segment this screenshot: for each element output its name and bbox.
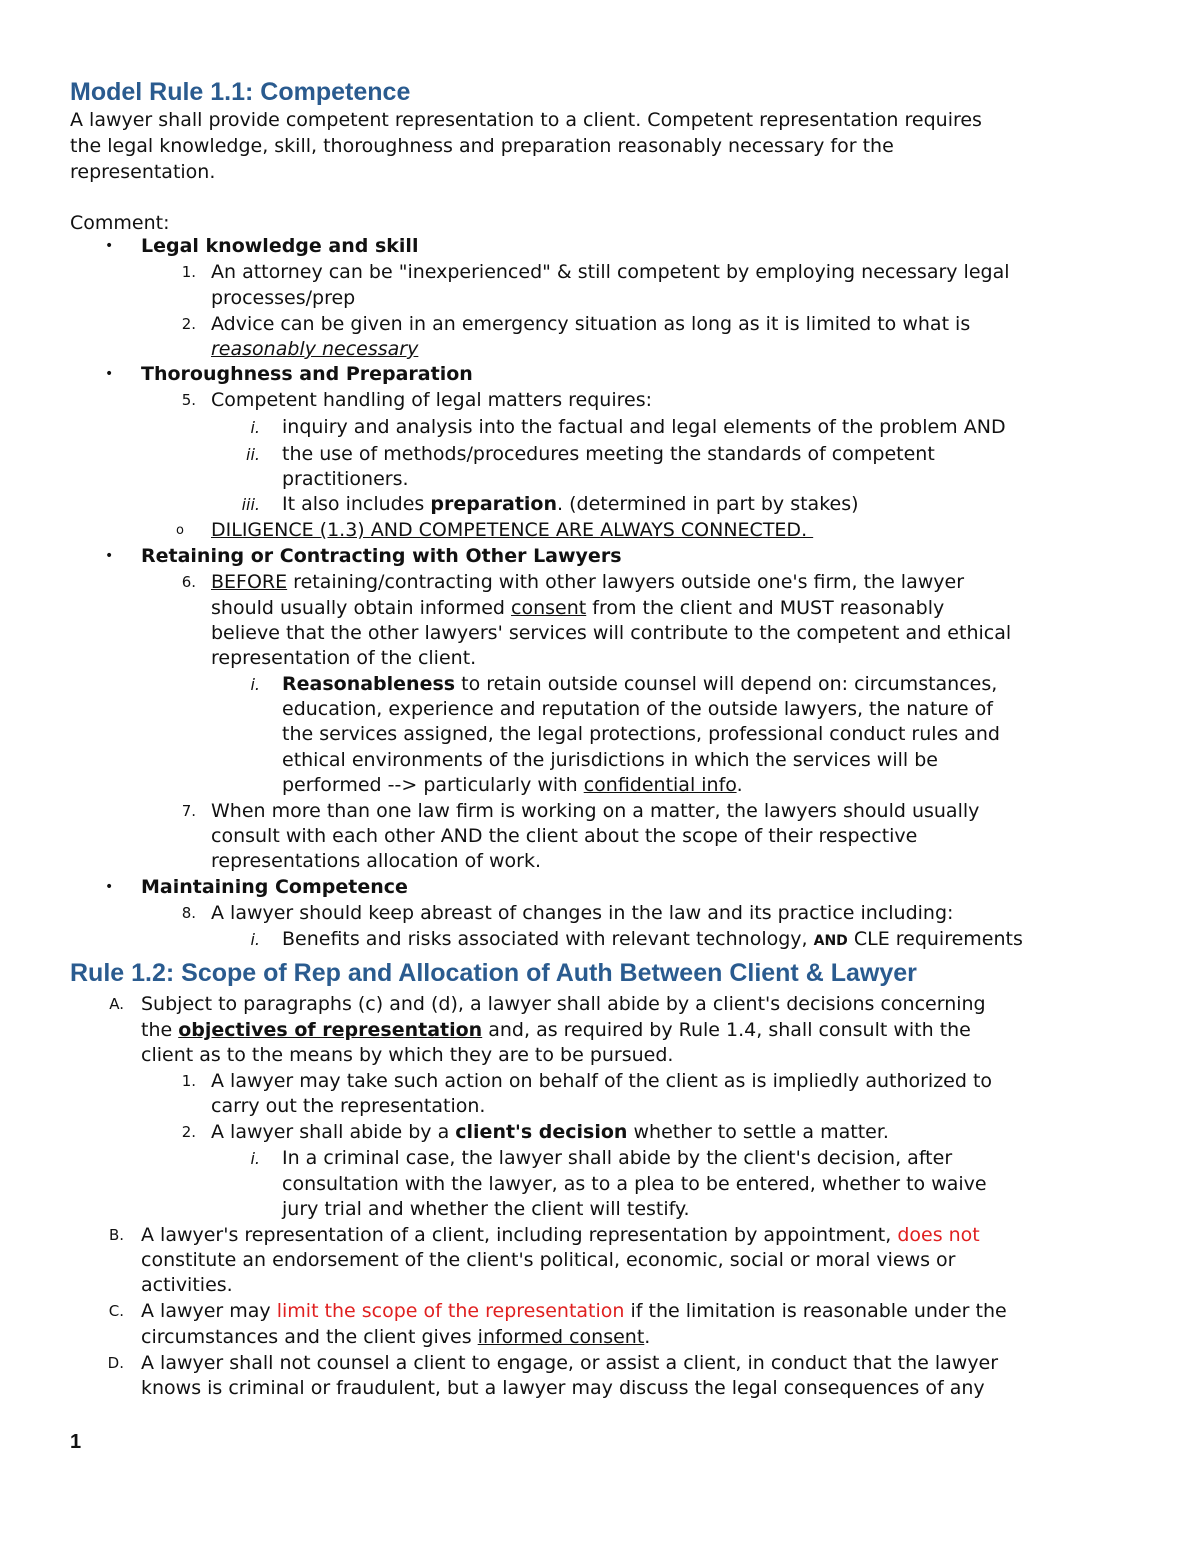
item-7-line-2: consult with each other AND the client about the scope of their respective	[211, 825, 918, 847]
bullet-icon: •	[105, 238, 114, 254]
item-6-i-line-2: education, experience and reputation of the outside lawyers, the nature of	[282, 698, 993, 720]
list-number: 7.	[181, 802, 196, 820]
rule-1-1-text-line-1: A lawyer shall provide competent representation to a client. Competent representation requires	[70, 109, 982, 131]
bullet-retaining: Retaining or Contracting with Other Lawyers	[141, 545, 622, 567]
list-letter: A.	[109, 995, 124, 1013]
hollow-bullet-icon: o	[176, 523, 184, 538]
item-6-i-line-5: performed --> particularly with confidential info.	[282, 774, 743, 796]
bullet-icon: •	[105, 548, 114, 564]
para-c-line-1: A lawyer may limit the scope of the representation if the limitation is reasonable under the	[141, 1300, 1007, 1322]
item-5-ii-line-2: practitioners.	[282, 468, 409, 490]
rule-1-1-text-line-2: the legal knowledge, skill, thoroughness and preparation reasonably necessary for the	[70, 135, 894, 157]
roman-numeral: i.	[250, 418, 260, 437]
item-2-line-1: Advice can be given in an emergency situation as long as it is limited to what is	[211, 313, 971, 335]
roman-numeral: i.	[250, 675, 260, 694]
para-a-2-i-line-1: In a criminal case, the lawyer shall abide by the client's decision, after	[282, 1147, 953, 1169]
para-a-2-line: A lawyer shall abide by a client's decision whether to settle a matter.	[211, 1121, 889, 1143]
list-number: 1.	[181, 1072, 196, 1090]
rule-1-2-heading: Rule 1.2: Scope of Rep and Allocation of Auth Between Client & Lawyer	[70, 959, 917, 987]
list-number: 1.	[181, 263, 196, 281]
item-6-line-4: representation of the client.	[211, 647, 477, 669]
roman-numeral: ii.	[246, 445, 260, 464]
list-letter: B.	[108, 1226, 124, 1244]
para-a-2-i-line-2: consultation with the lawyer, as to a plea to be entered, whether to waive	[282, 1173, 987, 1195]
para-d-line-2: knows is criminal or fraudulent, but a lawyer may discuss the legal consequences of any	[141, 1377, 985, 1399]
para-a-1-line-2: carry out the representation.	[211, 1095, 486, 1117]
list-letter: C.	[108, 1302, 124, 1320]
diligence-note: DILIGENCE (1.3) AND COMPETENCE ARE ALWAYS CONNECTED.	[211, 519, 814, 541]
para-d-line-1: A lawyer shall not counsel a client to engage, or assist a client, in conduct that the lawyer	[141, 1352, 999, 1374]
bullet-icon: •	[105, 366, 114, 382]
list-letter: D.	[107, 1354, 124, 1372]
item-1-line-2: processes/prep	[211, 287, 356, 309]
item-5-iii-line: It also includes preparation. (determined in part by stakes)	[282, 493, 859, 515]
item-8-line: A lawyer should keep abreast of changes in the law and its practice including:	[211, 902, 954, 924]
para-a-line-3: client as to the means by which they are to be pursued.	[141, 1044, 674, 1066]
item-6-line-3: believe that the other lawyers' services will contribute to the competent and ethical	[211, 622, 1012, 644]
list-number: 2.	[181, 1123, 196, 1141]
item-5-line: Competent handling of legal matters requires:	[211, 389, 652, 411]
roman-numeral: i.	[250, 930, 260, 949]
bullet-maintaining: Maintaining Competence	[141, 876, 408, 898]
item-7-line-1: When more than one law firm is working on a matter, the lawyers should usually	[211, 800, 980, 822]
item-6-line-1: BEFORE retaining/contracting with other lawyers outside one's firm, the lawyer	[211, 571, 965, 593]
rule-1-1-text-line-3: representation.	[70, 161, 216, 183]
comment-label: Comment:	[70, 212, 170, 234]
item-7-line-3: representations allocation of work.	[211, 850, 542, 872]
bullet-legal-knowledge: Legal knowledge and skill	[141, 235, 419, 257]
para-a-line-1: Subject to paragraphs (c) and (d), a lawyer shall abide by a client's decisions concerning	[141, 993, 986, 1015]
para-c-line-2: circumstances and the client gives informed consent.	[141, 1326, 651, 1348]
para-b-line-3: activities.	[141, 1274, 233, 1296]
item-2-line-2: reasonably necessary	[211, 338, 419, 360]
item-6-line-2: should usually obtain informed consent from the client and MUST reasonably	[211, 597, 945, 619]
item-5-i-line: inquiry and analysis into the factual and legal elements of the problem AND	[282, 416, 1006, 438]
rule-1-1-heading: Model Rule 1.1: Competence	[70, 78, 411, 106]
para-a-2-i-line-3: jury trial and whether the client will testify.	[282, 1198, 690, 1220]
bullet-icon: •	[105, 879, 114, 895]
bullet-thoroughness: Thoroughness and Preparation	[141, 363, 473, 385]
list-number: 8.	[181, 904, 196, 922]
para-a-line-2: the objectives of representation and, as required by Rule 1.4, shall consult with the	[141, 1019, 971, 1041]
list-number: 6.	[181, 573, 196, 591]
item-8-i-line: Benefits and risks associated with relevant technology, AND CLE requirements	[282, 928, 1023, 950]
item-6-i-line-4: ethical environments of the jurisdictions in which the services will be	[282, 749, 938, 771]
para-b-line-2: constitute an endorsement of the client's political, economic, social or moral views or	[141, 1249, 956, 1271]
page-number: 1	[70, 1431, 82, 1453]
list-number: 2.	[181, 315, 196, 333]
list-number: 5.	[181, 391, 196, 409]
roman-numeral: iii.	[241, 495, 260, 514]
roman-numeral: i.	[250, 1149, 260, 1168]
para-a-1-line-1: A lawyer may take such action on behalf of the client as is impliedly authorized to	[211, 1070, 993, 1092]
item-6-i-line-1: Reasonableness to retain outside counsel will depend on: circumstances,	[282, 673, 998, 695]
item-5-ii-line-1: the use of methods/procedures meeting the standards of competent	[282, 443, 935, 465]
item-1-line-1: An attorney can be "inexperienced" & still competent by employing necessary legal	[211, 261, 1010, 283]
para-b-line-1: A lawyer's representation of a client, including representation by appointment, does not	[141, 1224, 980, 1246]
item-6-i-line-3: the services assigned, the legal protections, professional conduct rules and	[282, 723, 1000, 745]
